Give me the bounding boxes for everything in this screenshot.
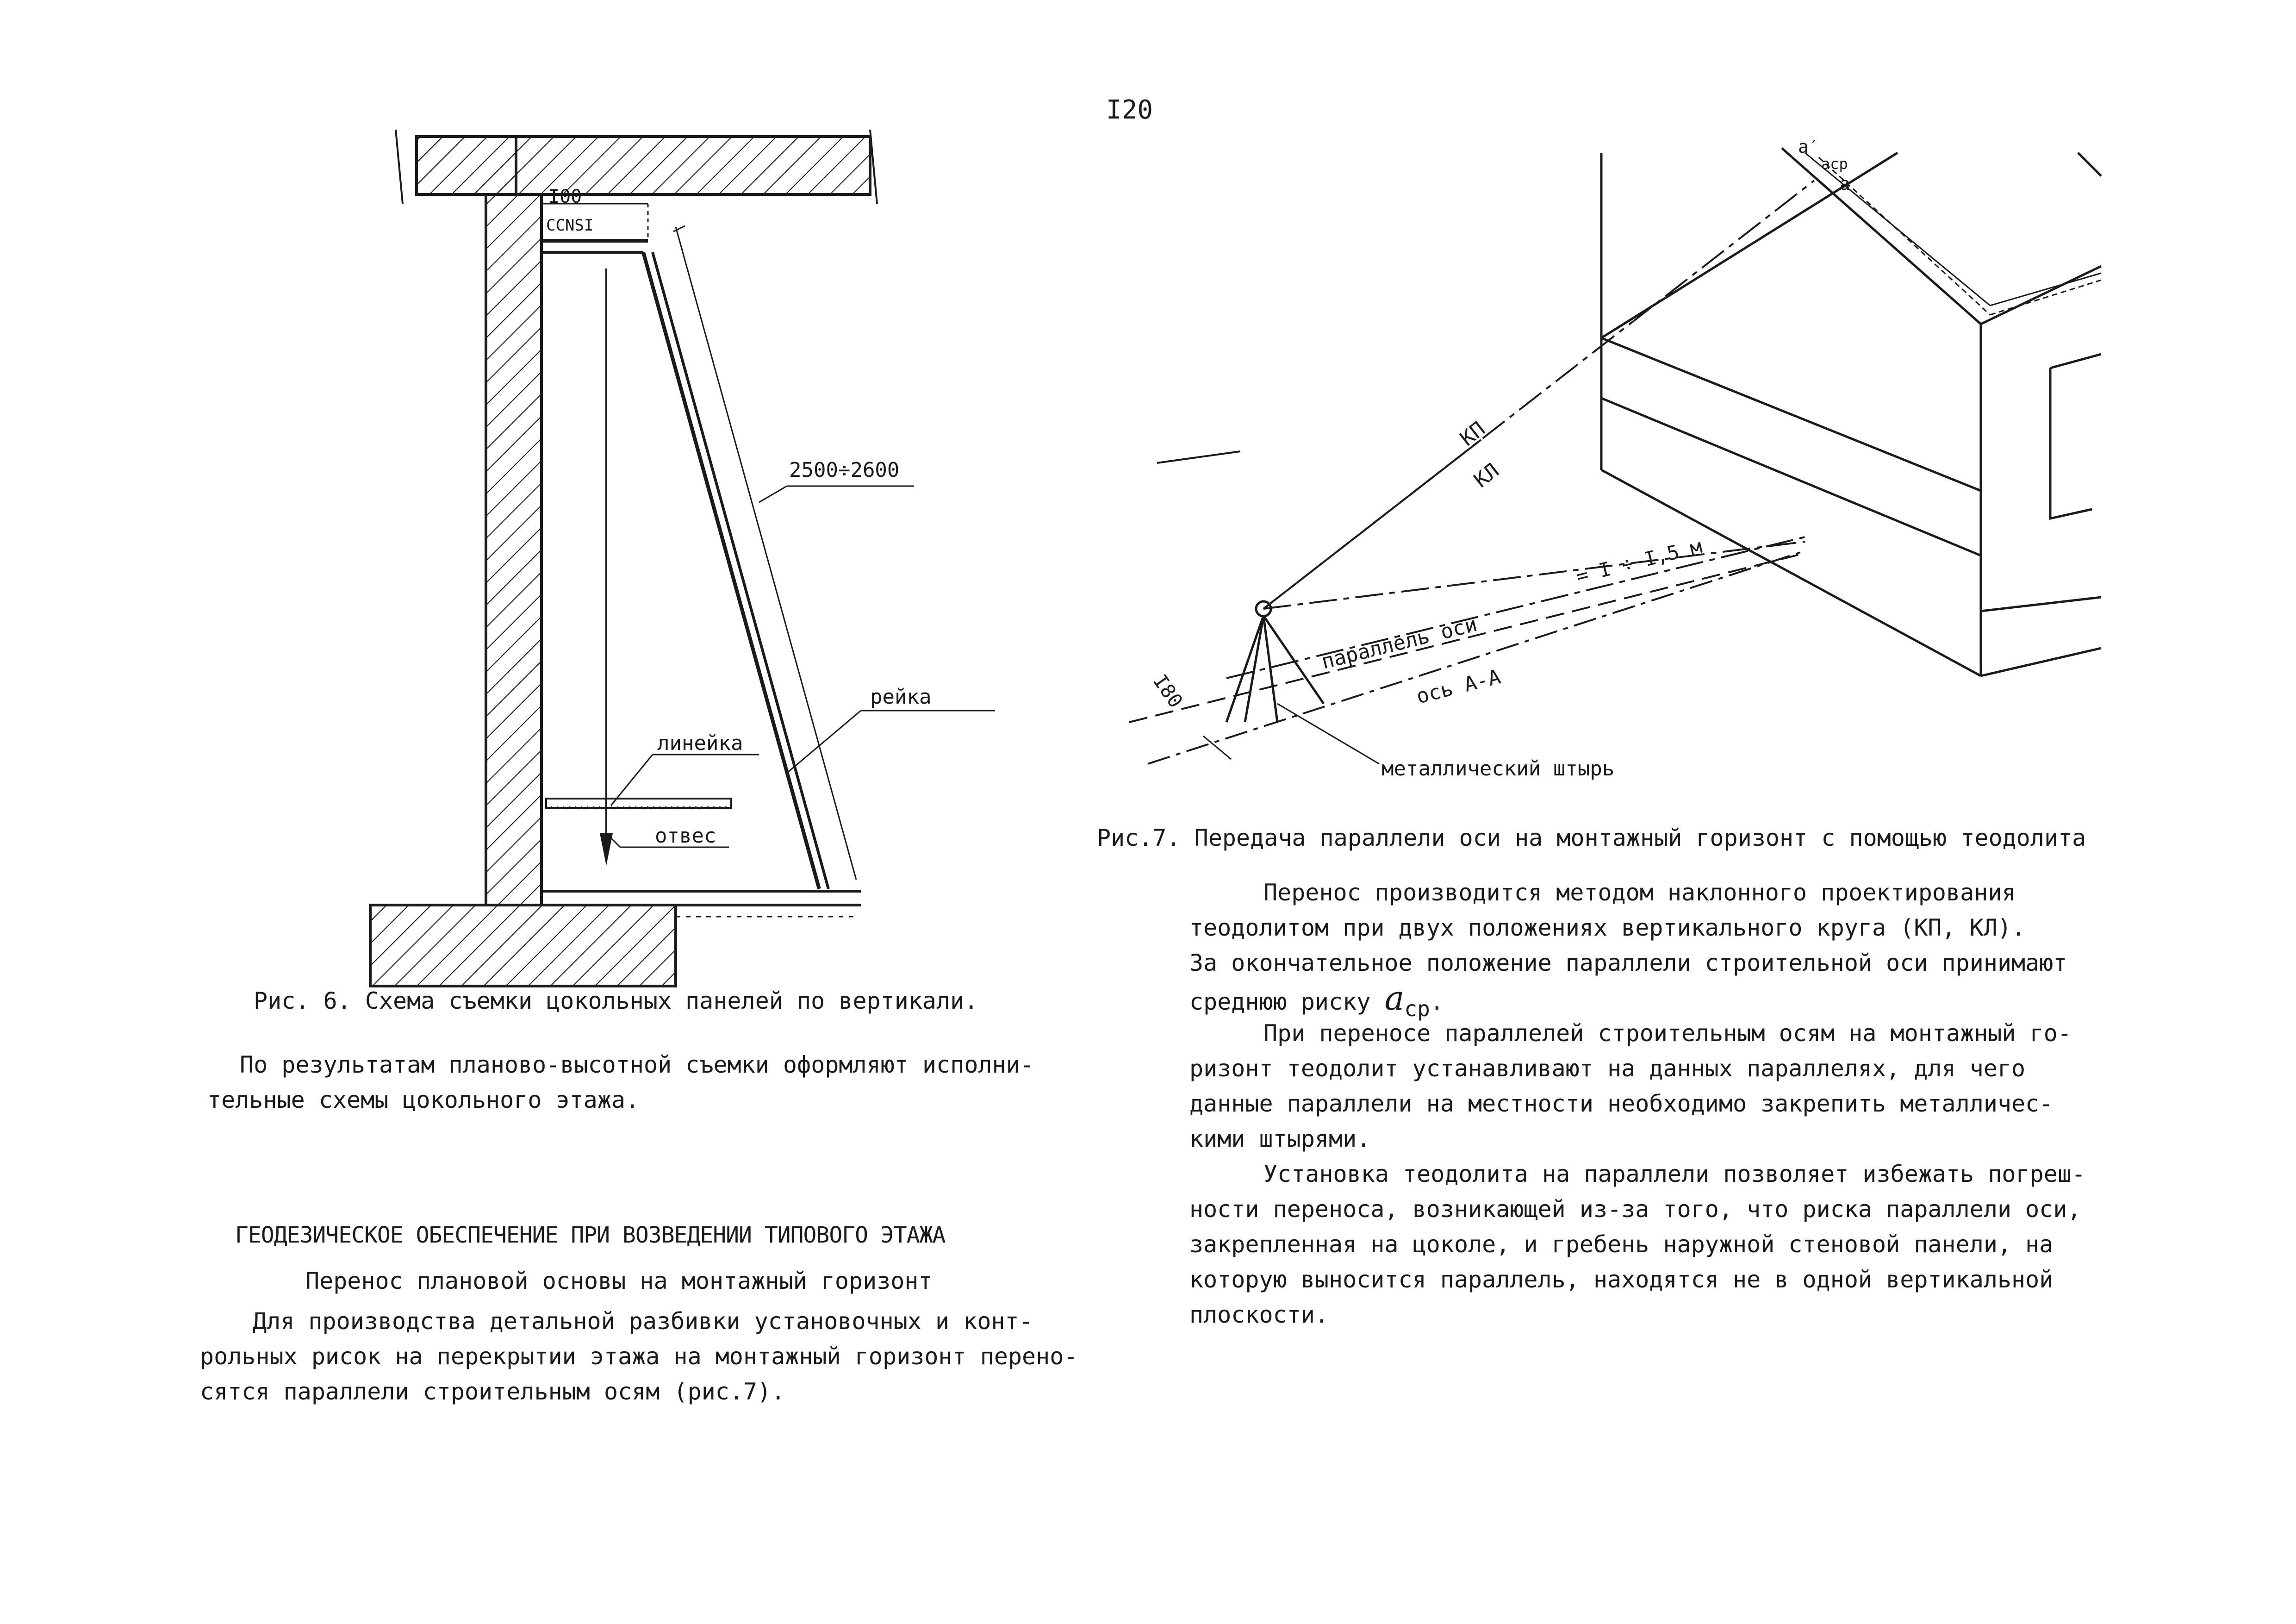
right-paragraph-3 xyxy=(1189,1156,2085,1332)
floor-slab-bottom xyxy=(370,891,861,986)
paragraph-line: плоскости. xyxy=(1189,1301,1329,1328)
symbol-a: a xyxy=(1384,979,1405,1018)
paragraph-line: ности переноса, возникающей из-за того, что риска параллели оси, xyxy=(1189,1196,2081,1223)
theodolite xyxy=(1226,601,1324,722)
rail-label: рейка xyxy=(870,685,932,709)
label-parallel: параллель оси xyxy=(1319,612,1480,674)
label-a-prime: a′ xyxy=(1798,137,1819,157)
symbol-intro: среднюю риску xyxy=(1189,988,1385,1015)
figure-7-drawing xyxy=(0,0,2175,796)
sight-lines xyxy=(1157,181,1814,609)
paragraph-line: По результатам планово-высотной съемки оформляют исполни- xyxy=(240,1051,1034,1078)
label-offset: I80 xyxy=(1148,670,1188,712)
paragraph-line: сятся параллели строительным осям (рис.7). xyxy=(200,1378,785,1405)
paragraph-line: закрепленная на цоколе, и гребень наружной стеновой панели, на xyxy=(1189,1231,2053,1258)
right-paragraph-1 xyxy=(1189,875,2067,1020)
paragraph-line: Перенос производится методом наклонного проектирования xyxy=(1263,879,2016,906)
label-a: a xyxy=(1840,174,1850,194)
label-axis: ось А-А xyxy=(1414,665,1503,709)
section-paragraph xyxy=(200,1304,1077,1409)
paragraph-line: тельные схемы цокольного этажа. xyxy=(207,1087,640,1113)
left-paragraph xyxy=(207,1047,1034,1118)
label-distance: = I ÷ I,5 м xyxy=(1574,534,1705,588)
paragraph-line: Установка теодолита на параллели позволяет избежать погреш- xyxy=(1263,1161,2086,1187)
plumb-label: отвес xyxy=(655,824,716,848)
label-kl: КЛ xyxy=(1469,458,1504,493)
dimension-top-sublabel: ССNSI xyxy=(546,216,594,235)
dimension-length-label: 2500÷2600 xyxy=(789,458,900,482)
paragraph-line: При переносе параллелей строительным осям на монтажный го- xyxy=(1263,1020,2072,1047)
figure-6-caption: Рис. 6. Схема съемки цокольных панелей по вертикали. xyxy=(254,987,978,1014)
paragraph-line: кими штырями. xyxy=(1189,1125,1371,1152)
figure-7-caption: Рис.7. Передача параллели оси на монтажный горизонт с помощью теодолита xyxy=(1097,824,2086,851)
paragraph-line: ризонт теодолит устанавливают на данных параллелях, для чего xyxy=(1189,1055,2026,1082)
paragraph-line: которую выносится параллель, находятся не в одной вертикальной xyxy=(1189,1266,2053,1293)
ruler-label: линейка xyxy=(657,731,743,755)
label-a-avg: aср xyxy=(1821,155,1848,173)
dimension-top-label: I00 xyxy=(548,186,582,207)
paragraph-line: Для производства детальной разбивки установочных и конт- xyxy=(253,1308,1033,1335)
paragraph-line xyxy=(1189,981,2067,1020)
parallel-lines xyxy=(1129,534,1805,764)
page-number: I20 xyxy=(1106,95,1153,125)
paragraph-line: За окончательное положение параллели строительной оси принимают xyxy=(1189,949,2067,976)
right-paragraph-2 xyxy=(1189,1016,2072,1156)
label-kp: КП xyxy=(1456,417,1490,451)
ruler-scale xyxy=(546,799,731,808)
paragraph-line: данные параллели на местности необходимо закрепить металличес- xyxy=(1189,1090,2053,1117)
symbol-subscript: ср xyxy=(1404,996,1430,1021)
paragraph-line: теодолитом при двух положениях вертикального круга (КП, КЛ). xyxy=(1189,914,2026,941)
section-subheading: Перенос плановой основы на монтажный горизонт xyxy=(305,1268,933,1294)
building-block xyxy=(1601,148,2101,676)
section-heading: ГЕОДЕЗИЧЕСКОЕ ОБЕСПЕЧЕНИЕ ПРИ ВОЗВЕДЕНИИ ТИПОВОГО ЭТАЖА xyxy=(235,1222,946,1248)
symbol-period: . xyxy=(1430,988,1444,1015)
label-pin: металлический штырь xyxy=(1381,757,1615,781)
paragraph-line: рольных рисок на перекрытии этажа на монтажный горизонт перено- xyxy=(200,1343,1078,1370)
